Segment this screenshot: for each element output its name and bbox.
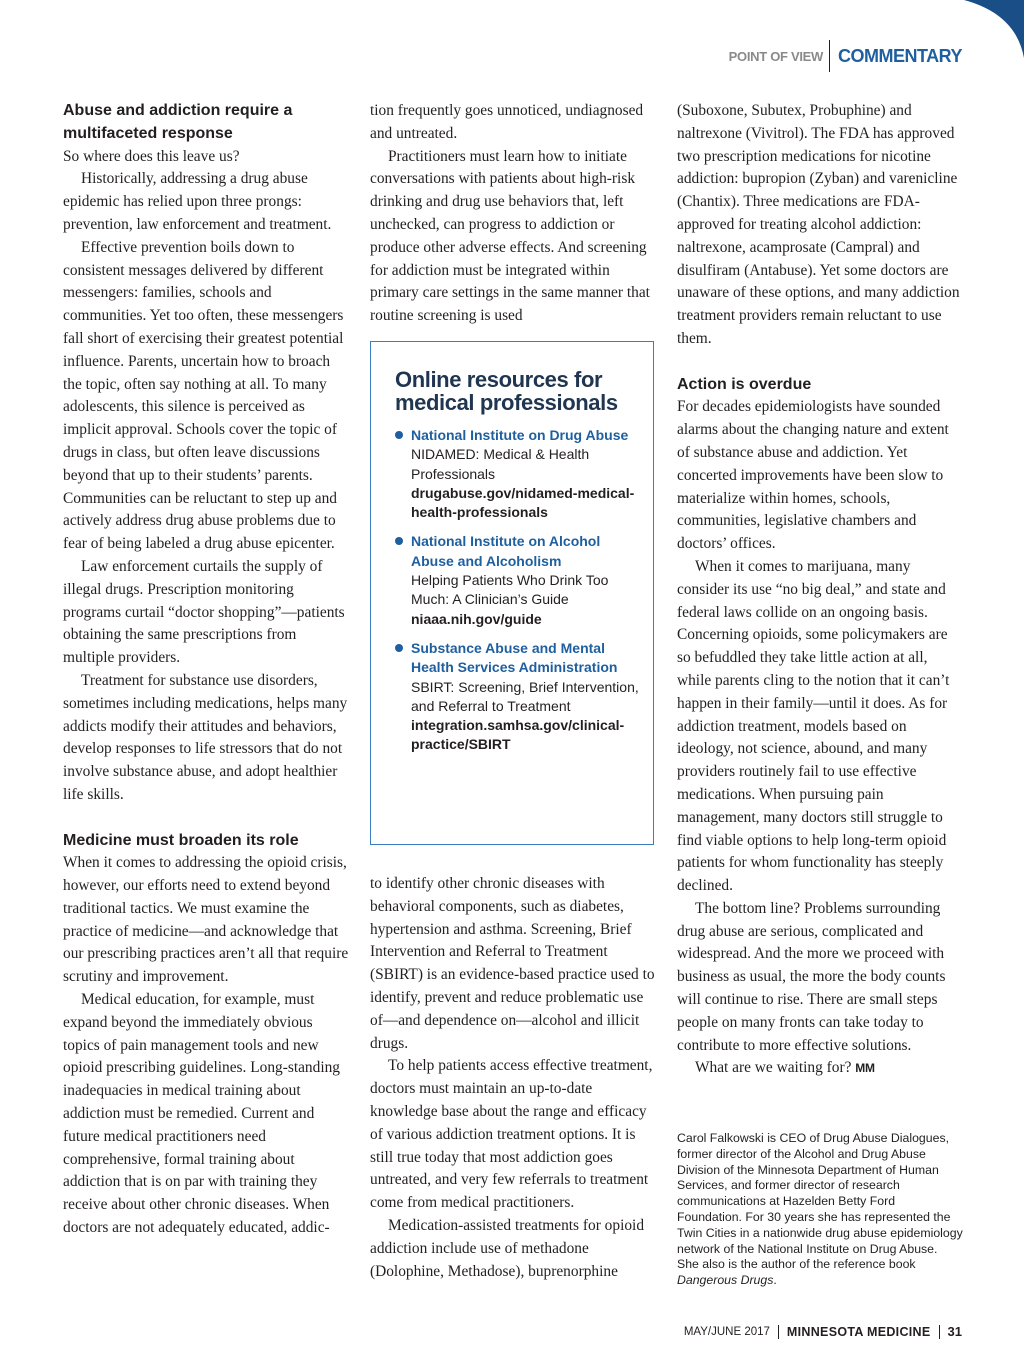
paragraph: The bottom line? Problems surrounding drug abuse are serious, complicated and widespread. And the more we proceed with business as usual, the more the body counts will continue to rise. There are small steps people on many fronts can take today to contribute to more effective solutions. — [677, 899, 946, 1054]
paragraph: Effective prevention boils down to consistent messages delivered by different messengers: families, schools and communities. Yet too often, these messengers fall short of exercising their greatest potential influence. Parents, uncertain how to broach the topic, often say nothing at all. To many adolescents, this silence is perceived as implicit approval. Schools cover the topic of drugs in class, but often leave discussions beyond that up to their students’ parents. Communities can be reluctant to step up and actively address drug abuse problems due to fear of being labeled a drug abuse epicenter. — [63, 238, 344, 553]
paragraph: So where does this leave us? — [63, 147, 240, 165]
section-heading: Action is overdue — [677, 375, 812, 393]
page-footer — [684, 1324, 962, 1339]
paragraph: When it comes to addressing the opioid crisis, however, our efforts need to extend beyond traditional tactics. We must examine the practice of medicine—and acknowledge that our prescribing practices aren’t all that require scrutiny and improvement. — [63, 854, 349, 986]
resource-url[interactable]: integration.samhsa.gov/clinical-practice/SBIRT — [411, 717, 625, 753]
end-mark: MM — [855, 1061, 875, 1076]
resource-url[interactable]: drugabuse.gov/nidamed-medical-health-professionals — [411, 484, 635, 521]
section-heading: Abuse and addiction require a multifaceted response — [63, 102, 293, 142]
magazine-name: MINNESOTA MEDICINE — [786, 1324, 931, 1339]
category-label: COMMENTARY — [838, 45, 962, 66]
resource-description: NIDAMED: Medical & Health Professionals — [411, 446, 590, 482]
paragraph: To help patients access effective treatment, doctors must maintain an up-to-date knowledge base about the range and efficacy of various addiction treatment options. It is still true today that most addiction goes untreated, and very few referrals to treatment come from medical practitioners. — [370, 1057, 653, 1212]
closing-paragraph — [677, 1057, 963, 1080]
closing-text: What are we waiting for? — [695, 1059, 852, 1077]
paragraph: tion frequently goes unnoticed, undiagnosed and untreated. — [370, 102, 644, 142]
paragraph: Practitioners must learn how to initiate conversations with patients about high-risk drinking and drug use behaviors that, left unchecked, can progress to addiction or produce other adverse effects. And screening for addiction must be integrated within primary care settings in the same manner that routine screening is used — [370, 147, 650, 325]
paragraph: Law enforcement curtails the supply of illegal drugs. Prescription monitoring programs curtail “doctor shopping”—patients obtaining the same prescriptions from multiple providers. — [63, 557, 345, 667]
column-2-top — [370, 100, 656, 328]
sidebar-title: Online resources for medical professionals — [395, 367, 618, 415]
page-number: 31 — [947, 1324, 962, 1339]
footer-divider — [939, 1325, 940, 1339]
resource-item — [395, 639, 641, 755]
resource-url[interactable]: niaaa.nih.gov/guide — [411, 610, 542, 627]
corner-decoration — [964, 0, 1024, 60]
bullet-icon — [395, 431, 403, 439]
column-1 — [63, 100, 349, 1240]
bio-book-intro: She also is the author of the reference book — [677, 1257, 916, 1272]
paragraph: (Suboxone, Subutex, Probuphine) and naltrexone (Vivitrol). The FDA has approved two prescription medications for nicotine addiction: bupropion (Zyban) and varenicline (Chantix). Three medications are FDA-approved for treating alcohol addiction: naltrexone, acamprosate (Campral) and disulfiram (Antabuse). Yet some doctors are unaware of these options, and many addiction treatment providers remain reluctant to use them. — [677, 102, 960, 347]
paragraph: Medication-assisted treatments for opioid addiction include use of methadone (Dolophine, Methadose), buprenorphine — [370, 1216, 645, 1280]
resource-item — [395, 426, 641, 522]
paragraph: Medical education, for example, must expand beyond the immediately obvious topics of pain management tools and new opioid prescribing guidelines. Long-standing inadequacies in medical training about addiction must be remedied. Current and future medical practitioners need comprehensive, formal training about addiction that is on par with training they receive about other chronic diseases. When doctors are not adequately educated, addic- — [63, 991, 340, 1237]
issue-date: MAY/JUNE 2017 — [683, 1325, 770, 1338]
bio-book — [677, 1257, 963, 1289]
resource-org: National Institute on Alcohol Abuse and Alcoholism — [411, 533, 601, 569]
resource-item — [395, 532, 641, 628]
paragraph: Historically, addressing a drug abuse epidemic has relied upon three prongs: prevention, law enforcement and treatment. — [63, 170, 332, 233]
paragraph: For decades epidemiologists have sounded alarms about the changing nature and extent of substance abuse and addiction. Yet concerted improvements have been slow to materialize within homes, schools, communities, legislative chambers and doctors’ offices. — [677, 398, 949, 553]
resource-org: Substance Abuse and Mental Health Services Administration — [411, 639, 618, 676]
section-label: POINT OF VIEW — [728, 48, 823, 64]
page-header — [729, 40, 962, 72]
resources-sidebar — [370, 341, 654, 845]
header-divider — [829, 40, 830, 72]
bio-book-end: . — [773, 1273, 777, 1288]
bullet-icon — [395, 644, 403, 652]
book-title: Dangerous Drugs — [677, 1273, 774, 1288]
resource-description: Helping Patients Who Drink Too Much: A Clinician’s Guide — [411, 572, 609, 608]
paragraph: Treatment for substance use disorders, sometimes including medications, helps many addicts modify their attitudes and behaviors, develop responses to life stressors that do not involve substance abuse, and adopt healthier life skills. — [63, 671, 348, 803]
bullet-icon — [395, 537, 403, 545]
resource-org: National Institute on Drug Abuse — [411, 427, 629, 443]
author-bio — [677, 1131, 963, 1289]
column-2-bottom — [370, 873, 656, 1283]
section-heading: Medicine must broaden its role — [63, 831, 299, 849]
footer-divider — [778, 1325, 779, 1339]
paragraph: to identify other chronic diseases with behavioral components, such as diabetes, hypertension and asthma. Screening, Brief Intervention and Referral to Treatment (SBIRT) is an evidence-based practice used to identify, prevent and reduce problematic use of—and dependence on—alcohol and illicit drugs. — [370, 875, 655, 1052]
column-3 — [677, 100, 963, 1080]
paragraph: When it comes to marijuana, many consider its use “no big deal,” and state and federal laws collide on an ongoing basis. Concerning opioids, some policymakers are so befuddled they take little action at all, while parents cling to the notion that it can’t happen in their family—until it does. As for addiction treatment, models based on ideology, not science, abound, and many providers routinely fail to use effective medications. When pursuing pain management, many doctors still struggle to find viable options to help long-term opioid patients for whom functionality has steeply declined. — [677, 557, 950, 895]
resource-description: SBIRT: Screening, Brief Intervention, and Referral to Treatment — [411, 678, 639, 714]
bio-text: Carol Falkowski is CEO of Drug Abuse Dialogues, former director of the Alcohol and Drug Abuse Division of the Minnesota Department of Human Services, and former director of research communications at Hazelden Betty Ford Foundation. For 30 years she has represented the Twin Cities in a nationwide drug abuse epidemiology network of the National Institute on Drug Abuse. — [677, 1131, 963, 1256]
